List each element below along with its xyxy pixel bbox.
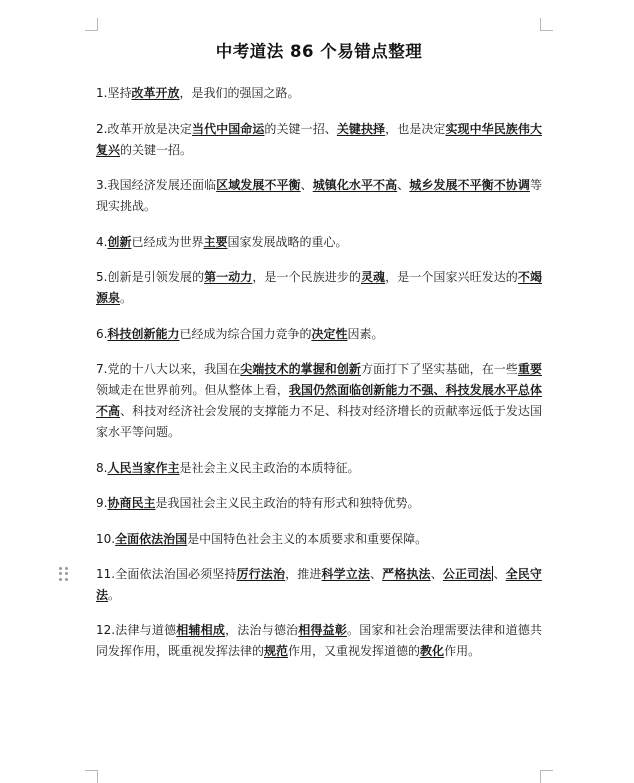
key-term: 主要 (203, 234, 228, 249)
key-term: 关键抉择 (336, 121, 386, 136)
key-term: 创新 (107, 234, 132, 249)
item-text: 的关键一招。 (120, 142, 193, 157)
key-term: 重要 (517, 362, 542, 376)
key-term: 我国仍然面临创新能力不强、科技发展水平总体不高 (96, 383, 542, 418)
item-text: 8. (96, 460, 108, 475)
item-text: 9. (96, 496, 108, 510)
key-term: 教化 (420, 644, 445, 658)
document-page[interactable] (96, 38, 542, 677)
page-corner-mark (85, 18, 98, 31)
key-term: 科技创新能力 (107, 326, 180, 341)
item-text: 因素。 (347, 326, 384, 341)
item-text: 等现实挑战。 (96, 178, 542, 213)
item-text: 4. (96, 234, 108, 249)
key-term: 协商民主 (107, 496, 156, 510)
document-title: 中考道法 86 个易错点整理 (215, 42, 423, 61)
page-corner-mark (540, 18, 553, 31)
item-text: 作用。 (444, 644, 481, 658)
item-text: ，也是决定 (385, 121, 446, 136)
list-item[interactable] (96, 232, 542, 253)
list-item[interactable] (96, 529, 542, 550)
key-term: 公正司法 (442, 567, 492, 581)
list-item[interactable] (96, 493, 542, 514)
key-term: 全民守法 (96, 567, 542, 602)
item-text: ，是一个民族进步的 (252, 270, 361, 284)
list-item[interactable] (96, 175, 542, 217)
item-text: 是社会主义民主政治的本质特征。 (179, 460, 360, 475)
key-term: 人民当家作主 (107, 460, 180, 475)
item-text: 1.坚持 (96, 86, 132, 100)
item-text: 12.法律与道德 (96, 623, 177, 637)
item-text: 6. (96, 326, 108, 341)
key-term: 实现中华民族伟大复兴 (96, 121, 542, 157)
item-text: 、 (370, 567, 383, 581)
item-text: 已经成为综合国力竞争的 (179, 326, 312, 341)
item-text: 3.我国经济发展还面临 (96, 178, 217, 192)
item-text: 、 (300, 178, 313, 192)
item-text: 7.党的十八大以来，我国在 (96, 362, 241, 376)
key-term: 改革开放 (131, 86, 180, 100)
item-text: 作用，又重视发挥道德的 (288, 644, 421, 658)
key-term: 严格执法 (382, 567, 431, 581)
item-text: 是中国特色社会主义的本质要求和重要保障。 (187, 531, 428, 546)
key-term: 规范 (264, 644, 289, 658)
item-text: ，是一个国家兴旺发达的 (385, 270, 518, 284)
list-item[interactable] (96, 564, 542, 606)
item-text: 10. (96, 531, 116, 546)
item-list (96, 83, 542, 662)
item-text: 。 (108, 588, 121, 602)
item-text: ，法治与德治 (225, 623, 299, 637)
key-term: 相得益彰 (298, 623, 348, 637)
list-item[interactable] (96, 119, 542, 161)
list-item[interactable] (96, 324, 542, 345)
list-item[interactable] (96, 267, 542, 309)
item-text: 的关键一招、 (264, 121, 337, 136)
key-term: 科学立法 (321, 567, 371, 581)
item-text: 5.创新是引领发展的 (96, 270, 205, 284)
key-term: 城乡发展不平衡不协调 (409, 178, 530, 192)
item-text: 已经成为世界 (131, 234, 204, 249)
list-item[interactable] (96, 359, 542, 443)
item-text: 11.全面依法治国必须坚持 (96, 567, 237, 581)
item-text: 方面打下了坚实基础，在一些 (361, 362, 518, 376)
item-text: 、 (430, 567, 443, 581)
key-term: 灵魂 (360, 270, 386, 284)
item-text: 。 (120, 291, 133, 305)
drag-handle-icon[interactable] (59, 567, 69, 581)
key-term: 城镇化水平不高 (312, 178, 398, 192)
key-term: 厉行法治 (236, 567, 286, 581)
item-text: 国家发展战略的重心。 (227, 234, 348, 249)
key-term: 决定性 (311, 326, 348, 341)
key-term: 区域发展不平衡 (216, 178, 301, 192)
item-text: 、 (397, 178, 410, 192)
item-text: 。国家和社会治理需要法律和道德共同发挥作用，既重视发挥法律的 (96, 623, 542, 658)
item-text: ，是我们的强国之路。 (179, 86, 300, 100)
key-term: 相辅相成 (176, 623, 226, 637)
key-term: 第一动力 (204, 270, 253, 284)
list-item[interactable] (96, 458, 542, 479)
key-term: 不竭源泉 (96, 270, 542, 305)
page-corner-mark (85, 770, 98, 783)
item-text: 是我国社会主义民主政治的特有形式和独特优势。 (155, 496, 420, 510)
key-term: 当代中国命运 (192, 121, 265, 136)
item-text: 、 (493, 567, 506, 581)
item-text: 2.改革开放是决定 (96, 121, 192, 136)
item-text: ，推进 (285, 567, 322, 581)
key-term: 全面依法治国 (115, 531, 188, 546)
page-corner-mark (540, 770, 553, 783)
list-item[interactable] (96, 620, 542, 662)
key-term: 尖端技术的掌握和创新 (240, 362, 361, 376)
item-text: 领域走在世界前列。但从整体上看， (96, 383, 289, 397)
list-item[interactable] (96, 83, 542, 104)
item-text: 、科技对经济社会发展的支撑能力不足、科技对经济增长的贡献率远低于发达国家水平等问题。 (96, 404, 542, 439)
